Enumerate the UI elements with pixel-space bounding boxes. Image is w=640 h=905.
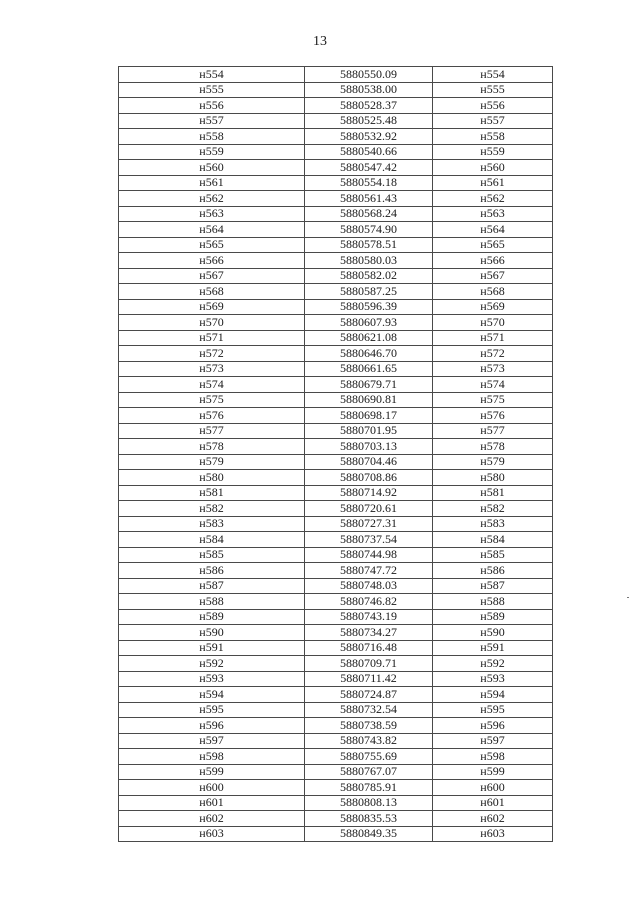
- coordinate-cell: 5880849.35: [305, 826, 433, 842]
- point-id-cell: н597: [119, 733, 305, 749]
- point-id-cell: н584: [433, 532, 553, 548]
- table-row: [119, 718, 553, 734]
- point-id-cell: н573: [119, 361, 305, 377]
- point-id-cell: н569: [119, 299, 305, 315]
- coordinates-table: [118, 66, 553, 842]
- page-number: 13: [313, 34, 327, 49]
- point-id-cell: н558: [433, 129, 553, 145]
- table-row: [119, 191, 553, 207]
- table-row: [119, 516, 553, 532]
- point-id-cell: н576: [433, 408, 553, 424]
- point-id-cell: н602: [433, 811, 553, 827]
- table-row: [119, 454, 553, 470]
- point-id-cell: н598: [433, 749, 553, 765]
- point-id-cell: н592: [433, 656, 553, 672]
- point-id-cell: н591: [433, 640, 553, 656]
- point-id-cell: н597: [433, 733, 553, 749]
- coordinate-cell: 5880720.61: [305, 501, 433, 517]
- coordinate-cell: 5880747.72: [305, 563, 433, 579]
- point-id-cell: н571: [433, 330, 553, 346]
- table-row: [119, 222, 553, 238]
- table-row: [119, 780, 553, 796]
- point-id-cell: н575: [119, 392, 305, 408]
- coordinate-cell: 5880734.27: [305, 625, 433, 641]
- point-id-cell: н596: [119, 718, 305, 734]
- point-id-cell: н578: [119, 439, 305, 455]
- point-id-cell: н554: [119, 67, 305, 83]
- table-row: [119, 175, 553, 191]
- coordinate-cell: 5880587.25: [305, 284, 433, 300]
- point-id-cell: н576: [119, 408, 305, 424]
- coordinate-cell: 5880525.48: [305, 113, 433, 129]
- point-id-cell: н581: [119, 485, 305, 501]
- point-id-cell: н593: [119, 671, 305, 687]
- coordinate-cell: 5880701.95: [305, 423, 433, 439]
- coordinate-cell: 5880596.39: [305, 299, 433, 315]
- point-id-cell: н585: [433, 547, 553, 563]
- scan-mark: [627, 597, 629, 598]
- point-id-cell: н600: [433, 780, 553, 796]
- coordinate-cell: 5880607.93: [305, 315, 433, 331]
- point-id-cell: н594: [433, 687, 553, 703]
- coordinate-cell: 5880835.53: [305, 811, 433, 827]
- point-id-cell: н561: [119, 175, 305, 191]
- point-id-cell: н603: [119, 826, 305, 842]
- point-id-cell: н563: [119, 206, 305, 222]
- point-id-cell: н578: [433, 439, 553, 455]
- table-row: [119, 764, 553, 780]
- point-id-cell: н556: [433, 98, 553, 114]
- coordinate-cell: 5880528.37: [305, 98, 433, 114]
- table-row: [119, 578, 553, 594]
- point-id-cell: н587: [433, 578, 553, 594]
- table-row: [119, 206, 553, 222]
- point-id-cell: н566: [433, 253, 553, 269]
- point-id-cell: н584: [119, 532, 305, 548]
- coordinate-cell: 5880698.17: [305, 408, 433, 424]
- point-id-cell: н601: [119, 795, 305, 811]
- coordinate-cell: 5880724.87: [305, 687, 433, 703]
- coordinate-cell: 5880547.42: [305, 160, 433, 176]
- point-id-cell: н559: [119, 144, 305, 160]
- table-row: [119, 439, 553, 455]
- point-id-cell: н574: [433, 377, 553, 393]
- coordinate-cell: 5880690.81: [305, 392, 433, 408]
- point-id-cell: н595: [119, 702, 305, 718]
- point-id-cell: н586: [119, 563, 305, 579]
- coordinate-cell: 5880561.43: [305, 191, 433, 207]
- point-id-cell: н556: [119, 98, 305, 114]
- table-row: [119, 284, 553, 300]
- coordinate-cell: 5880714.92: [305, 485, 433, 501]
- table-row: [119, 160, 553, 176]
- point-id-cell: н589: [119, 609, 305, 625]
- point-id-cell: н592: [119, 656, 305, 672]
- point-id-cell: н573: [433, 361, 553, 377]
- point-id-cell: н603: [433, 826, 553, 842]
- coordinate-cell: 5880738.59: [305, 718, 433, 734]
- point-id-cell: н572: [433, 346, 553, 362]
- coordinate-cell: 5880574.90: [305, 222, 433, 238]
- coordinate-cell: 5880703.13: [305, 439, 433, 455]
- coordinate-cell: 5880661.65: [305, 361, 433, 377]
- point-id-cell: н560: [433, 160, 553, 176]
- coordinate-cell: 5880580.03: [305, 253, 433, 269]
- table-row: [119, 129, 553, 145]
- table-row: [119, 563, 553, 579]
- coordinate-cell: 5880582.02: [305, 268, 433, 284]
- coordinate-cell: 5880748.03: [305, 578, 433, 594]
- coordinate-cell: 5880554.18: [305, 175, 433, 191]
- table-row: [119, 67, 553, 83]
- point-id-cell: н593: [433, 671, 553, 687]
- table-row: [119, 392, 553, 408]
- coordinate-cell: 5880755.69: [305, 749, 433, 765]
- point-id-cell: н596: [433, 718, 553, 734]
- table-row: [119, 594, 553, 610]
- table-row: [119, 733, 553, 749]
- table-row: [119, 253, 553, 269]
- point-id-cell: н587: [119, 578, 305, 594]
- coordinate-cell: 5880679.71: [305, 377, 433, 393]
- point-id-cell: н557: [119, 113, 305, 129]
- coordinate-cell: 5880646.70: [305, 346, 433, 362]
- table-row: [119, 361, 553, 377]
- table-row: [119, 640, 553, 656]
- coordinate-cell: 5880767.07: [305, 764, 433, 780]
- table-row: [119, 330, 553, 346]
- point-id-cell: н600: [119, 780, 305, 796]
- point-id-cell: н585: [119, 547, 305, 563]
- point-id-cell: н582: [433, 501, 553, 517]
- point-id-cell: н577: [433, 423, 553, 439]
- table-row: [119, 268, 553, 284]
- point-id-cell: н586: [433, 563, 553, 579]
- point-id-cell: н599: [433, 764, 553, 780]
- point-id-cell: н566: [119, 253, 305, 269]
- table-row: [119, 82, 553, 98]
- table-row: [119, 826, 553, 842]
- point-id-cell: н588: [119, 594, 305, 610]
- point-id-cell: н557: [433, 113, 553, 129]
- coordinate-cell: 5880550.09: [305, 67, 433, 83]
- point-id-cell: н568: [119, 284, 305, 300]
- point-id-cell: н595: [433, 702, 553, 718]
- table-row: [119, 237, 553, 253]
- point-id-cell: н591: [119, 640, 305, 656]
- point-id-cell: н590: [433, 625, 553, 641]
- coordinate-cell: 5880568.24: [305, 206, 433, 222]
- point-id-cell: н594: [119, 687, 305, 703]
- point-id-cell: н559: [433, 144, 553, 160]
- point-id-cell: н601: [433, 795, 553, 811]
- point-id-cell: н572: [119, 346, 305, 362]
- point-id-cell: н579: [433, 454, 553, 470]
- point-id-cell: н583: [433, 516, 553, 532]
- coordinate-cell: 5880744.98: [305, 547, 433, 563]
- point-id-cell: н564: [433, 222, 553, 238]
- point-id-cell: н567: [433, 268, 553, 284]
- coordinate-cell: 5880708.86: [305, 470, 433, 486]
- point-id-cell: н577: [119, 423, 305, 439]
- point-id-cell: н555: [433, 82, 553, 98]
- point-id-cell: н568: [433, 284, 553, 300]
- point-id-cell: н571: [119, 330, 305, 346]
- table-row: [119, 532, 553, 548]
- point-id-cell: н580: [119, 470, 305, 486]
- point-id-cell: н575: [433, 392, 553, 408]
- table-row: [119, 315, 553, 331]
- table-body: [119, 67, 553, 842]
- table-row: [119, 547, 553, 563]
- point-id-cell: н574: [119, 377, 305, 393]
- point-id-cell: н555: [119, 82, 305, 98]
- coordinate-cell: 5880746.82: [305, 594, 433, 610]
- table-row: [119, 609, 553, 625]
- point-id-cell: н580: [433, 470, 553, 486]
- point-id-cell: н599: [119, 764, 305, 780]
- coordinate-cell: 5880732.54: [305, 702, 433, 718]
- coordinate-cell: 5880532.92: [305, 129, 433, 145]
- point-id-cell: н570: [119, 315, 305, 331]
- coordinate-cell: 5880727.31: [305, 516, 433, 532]
- table-row: [119, 625, 553, 641]
- table-row: [119, 687, 553, 703]
- point-id-cell: н561: [433, 175, 553, 191]
- point-id-cell: н569: [433, 299, 553, 315]
- coordinate-cell: 5880743.82: [305, 733, 433, 749]
- table-row: [119, 671, 553, 687]
- coordinate-cell: 5880704.46: [305, 454, 433, 470]
- coordinate-cell: 5880711.42: [305, 671, 433, 687]
- coordinate-cell: 5880716.48: [305, 640, 433, 656]
- table-row: [119, 702, 553, 718]
- point-id-cell: н582: [119, 501, 305, 517]
- table-row: [119, 470, 553, 486]
- table-row: [119, 423, 553, 439]
- coordinate-cell: 5880785.91: [305, 780, 433, 796]
- coordinate-cell: 5880808.13: [305, 795, 433, 811]
- point-id-cell: н554: [433, 67, 553, 83]
- point-id-cell: н558: [119, 129, 305, 145]
- coordinate-cell: 5880538.00: [305, 82, 433, 98]
- coordinate-cell: 5880737.54: [305, 532, 433, 548]
- table-row: [119, 485, 553, 501]
- point-id-cell: н583: [119, 516, 305, 532]
- table-row: [119, 656, 553, 672]
- coordinate-cell: 5880540.66: [305, 144, 433, 160]
- table-row: [119, 113, 553, 129]
- point-id-cell: н564: [119, 222, 305, 238]
- table-row: [119, 795, 553, 811]
- point-id-cell: н581: [433, 485, 553, 501]
- table-row: [119, 98, 553, 114]
- table-row: [119, 749, 553, 765]
- table-row: [119, 811, 553, 827]
- point-id-cell: н565: [433, 237, 553, 253]
- point-id-cell: н602: [119, 811, 305, 827]
- point-id-cell: н562: [119, 191, 305, 207]
- point-id-cell: н590: [119, 625, 305, 641]
- table-row: [119, 377, 553, 393]
- point-id-cell: н589: [433, 609, 553, 625]
- coordinate-cell: 5880709.71: [305, 656, 433, 672]
- table-row: [119, 299, 553, 315]
- point-id-cell: н565: [119, 237, 305, 253]
- table-row: [119, 144, 553, 160]
- coordinate-cell: 5880621.08: [305, 330, 433, 346]
- point-id-cell: н579: [119, 454, 305, 470]
- table-row: [119, 501, 553, 517]
- point-id-cell: н562: [433, 191, 553, 207]
- table-row: [119, 346, 553, 362]
- point-id-cell: н598: [119, 749, 305, 765]
- table-row: [119, 408, 553, 424]
- point-id-cell: н563: [433, 206, 553, 222]
- point-id-cell: н588: [433, 594, 553, 610]
- coordinate-cell: 5880743.19: [305, 609, 433, 625]
- coordinate-cell: 5880578.51: [305, 237, 433, 253]
- point-id-cell: н567: [119, 268, 305, 284]
- point-id-cell: н570: [433, 315, 553, 331]
- point-id-cell: н560: [119, 160, 305, 176]
